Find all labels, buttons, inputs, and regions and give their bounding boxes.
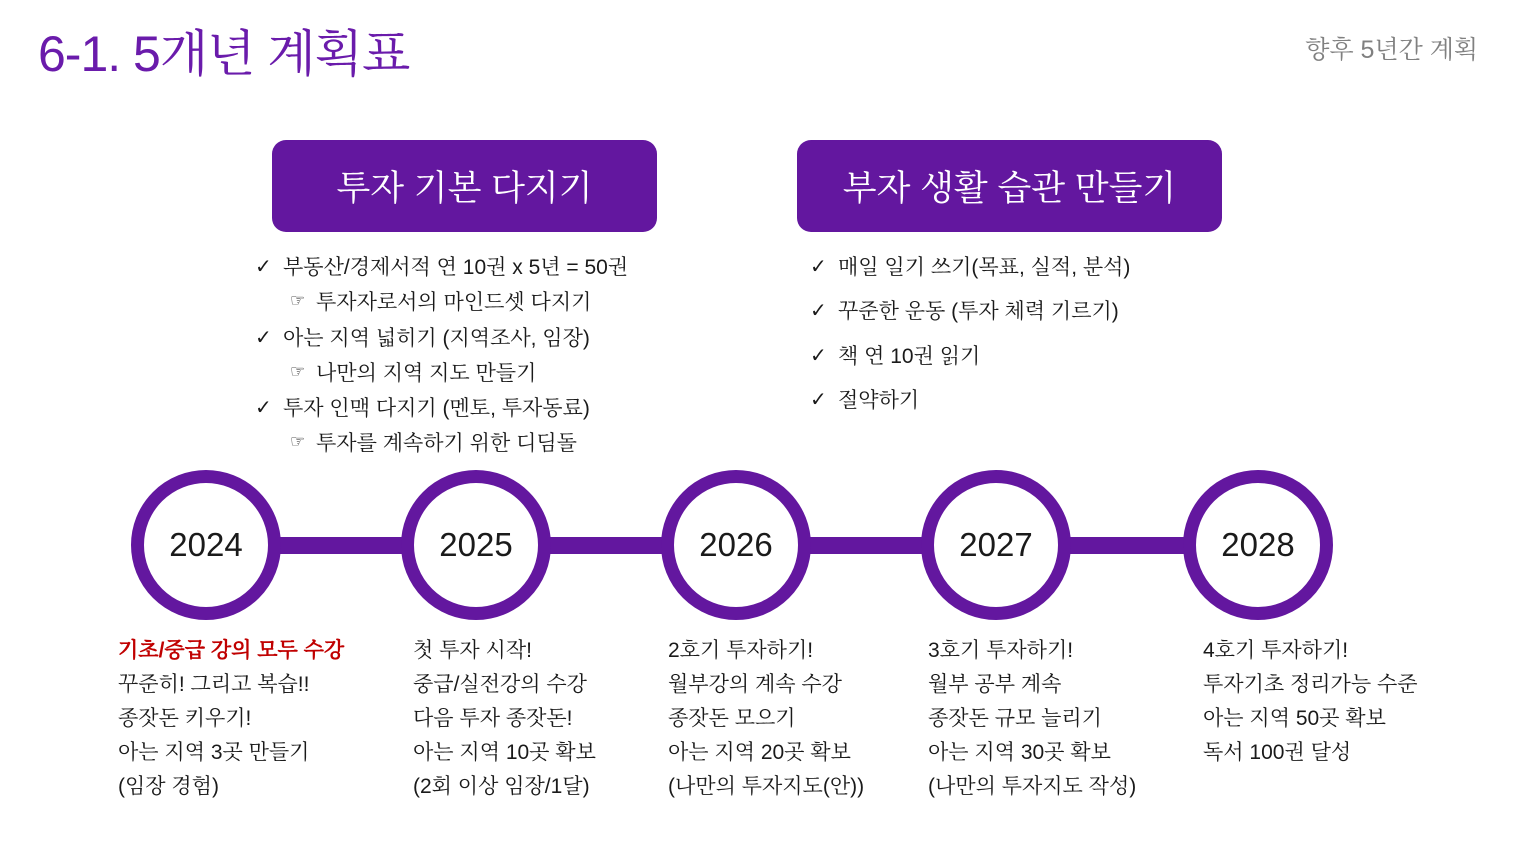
timeline-note-line: 아는 지역 30곳 확보	[928, 741, 1111, 764]
timeline-note-line: 월부강의 계속 수강	[668, 673, 842, 696]
page-title: 6-1. 5개년 계획표	[38, 26, 410, 82]
bullet-item-label: 나만의 지역 지도 만들기	[316, 361, 537, 385]
bullet-item-label: 책 연 10권 읽기	[838, 344, 981, 368]
timeline-note-line: 다음 투자 종잣돈!	[413, 707, 573, 730]
timeline-node-2027: 2027	[921, 470, 1071, 620]
bullet-item	[810, 255, 1240, 281]
bullet-list-investment-basics	[255, 255, 725, 467]
pointing-hand-icon: ☞	[290, 432, 306, 452]
timeline-note-line: 꾸준히! 그리고 복습!!	[118, 673, 310, 696]
timeline-note-line: 아는 지역 50곳 확보	[1203, 707, 1386, 730]
bullet-item	[255, 326, 725, 352]
checkmark-icon: ✓	[255, 256, 272, 278]
checkmark-icon: ✓	[255, 397, 272, 419]
panel-heading-rich-habits: 부자 생활 습관 만들기	[797, 140, 1222, 232]
bullet-item	[290, 290, 725, 316]
panel-heading-investment-basics: 투자 기본 다지기	[272, 140, 657, 232]
timeline-connector	[273, 537, 409, 554]
timeline-note-line: (임장 경험)	[118, 775, 219, 798]
timeline-connector	[543, 537, 669, 554]
bullet-item	[290, 431, 725, 457]
timeline-node-2024: 2024	[131, 470, 281, 620]
pointing-hand-icon: ☞	[290, 291, 306, 311]
timeline-note-line: (2회 이상 임장/1달)	[413, 775, 590, 798]
timeline-connector	[803, 537, 929, 554]
timeline-node-2025: 2025	[401, 470, 551, 620]
timeline-notes-2028	[1203, 640, 1458, 776]
timeline-notes-2027	[928, 640, 1183, 810]
timeline-note-headline: 4호기 투자하기!	[1203, 639, 1349, 662]
checkmark-icon: ✓	[810, 388, 827, 411]
checkmark-icon: ✓	[810, 300, 827, 323]
bullet-item	[255, 255, 725, 281]
timeline-note-line: (나만의 투자지도(안))	[668, 775, 865, 798]
bullet-list-rich-habits	[810, 255, 1240, 432]
timeline-note-headline: 첫 투자 시작!	[413, 639, 532, 662]
timeline-notes-2026	[668, 640, 923, 810]
bullet-item-label: 절약하기	[838, 388, 920, 412]
timeline-note-line: 독서 100권 달성	[1203, 741, 1352, 764]
timeline-node-2028: 2028	[1183, 470, 1333, 620]
bullet-item-label: 투자를 계속하기 위한 디딤돌	[316, 432, 577, 456]
bullet-item	[255, 396, 725, 422]
bullet-item-label: 꾸준한 운동 (투자 체력 기르기)	[838, 300, 1119, 324]
timeline-note-line: 종잣돈 규모 늘리기	[928, 707, 1102, 730]
bullet-item-label: 투자 인맥 다지기 (멘토, 투자동료)	[283, 397, 590, 420]
bullet-item-label: 아는 지역 넓히기 (지역조사, 임장)	[283, 326, 590, 350]
bullet-item-label: 투자자로서의 마인드셋 다지기	[316, 291, 592, 315]
bullet-item-label: 매일 일기 쓰기(목표, 실적, 분석)	[838, 256, 1131, 279]
page-subtitle: 향후 5년간 계획	[1305, 36, 1478, 64]
timeline-note-line: 월부 공부 계속	[928, 673, 1062, 696]
timeline-note-line: 아는 지역 3곳 만들기	[118, 741, 310, 764]
timeline-note-line: 종잣돈 키우기!	[118, 707, 252, 730]
timeline-note-line: 투자기초 정리가능 수준	[1203, 673, 1418, 696]
bullet-item	[810, 344, 1240, 370]
timeline-connector	[1063, 537, 1191, 554]
bullet-item	[810, 299, 1240, 325]
timeline-notes-2024	[118, 640, 373, 810]
timeline-note-line: 아는 지역 20곳 확보	[668, 741, 851, 764]
timeline-node-2026: 2026	[661, 470, 811, 620]
timeline-note-line: 중급/실전강의 수강	[413, 673, 587, 696]
timeline-note-headline: 2호기 투자하기!	[668, 639, 814, 662]
checkmark-icon: ✓	[810, 256, 827, 278]
bullet-item-label: 부동산/경제서적 연 10권 x 5년 = 50권	[283, 256, 629, 279]
timeline-note-line: 종잣돈 모으기	[668, 707, 796, 730]
timeline-note-line: (나만의 투자지도 작성)	[928, 775, 1137, 798]
pointing-hand-icon: ☞	[290, 361, 306, 381]
bullet-item	[810, 388, 1240, 414]
checkmark-icon: ✓	[810, 344, 827, 367]
timeline-notes-2025	[413, 640, 668, 810]
timeline-note-headline: 3호기 투자하기!	[928, 639, 1074, 662]
checkmark-icon: ✓	[255, 326, 272, 349]
bullet-item	[290, 361, 725, 387]
timeline-note-headline: 기초/중급 강의 모두 수강	[118, 639, 345, 662]
timeline-note-line: 아는 지역 10곳 확보	[413, 741, 596, 764]
